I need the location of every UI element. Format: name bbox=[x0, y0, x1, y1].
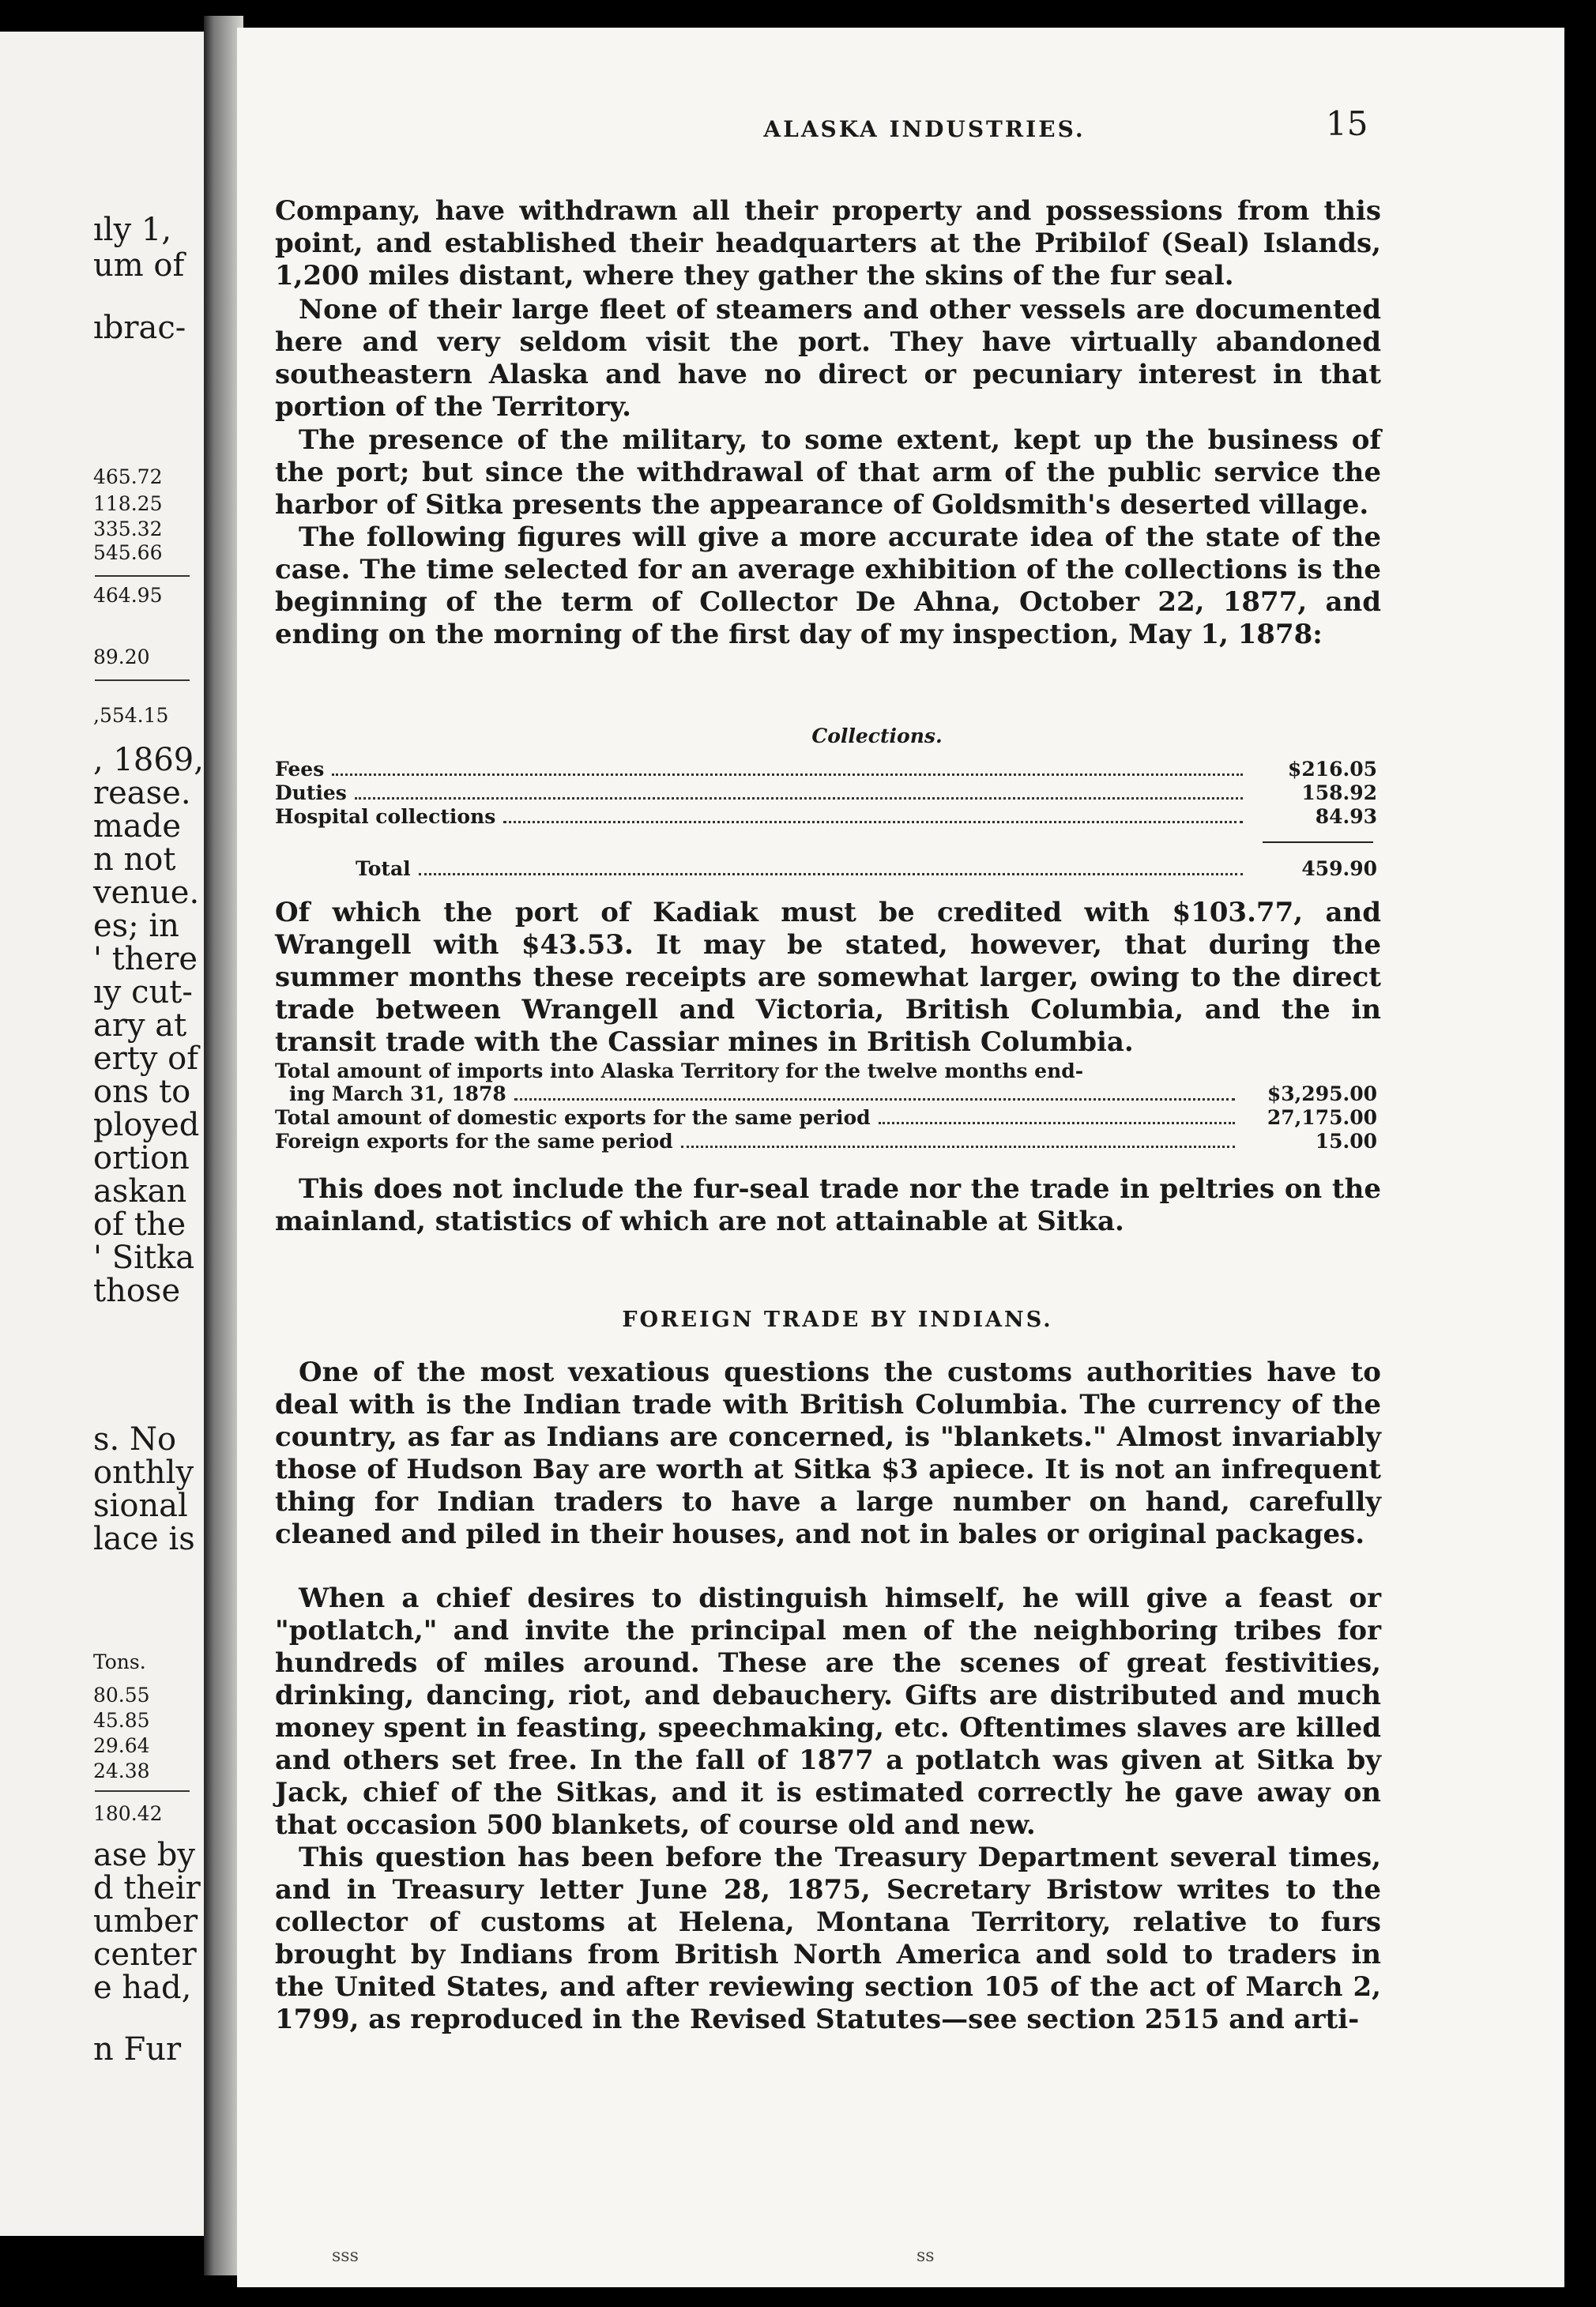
leader-dots bbox=[503, 821, 1243, 823]
foreign-exports-row bbox=[275, 1130, 1377, 1153]
left-fragment: onthly bbox=[93, 1455, 194, 1491]
left-fragment: ase by bbox=[93, 1837, 195, 1873]
collection-amount: 84.93 bbox=[1315, 805, 1377, 828]
leader-dots bbox=[681, 1146, 1235, 1148]
paragraph: One of the most vexatious questions the customs authorities have to deal with is the Indian trade with British Columbia. The currency of the country, as far as Indians are concerned, is "blankets." Almost invariably those of Hudson Bay are worth at Sitka $3 apiece. It is not an infrequent thing for Indian traders to have a large number on hand, carefully cleaned and piled in their houses, and not in bales or original packages. bbox=[275, 1357, 1381, 1550]
paragraph: The following figures will give a more accurate idea of the state of the case. The time selected for an average exhibition of the collections is the beginning of the term of Collector De Ahna, October 22, 1877, and ending on the morning of the first day of my inspection, May 1, 1878: bbox=[275, 521, 1381, 650]
left-fragment: um of bbox=[93, 247, 185, 284]
imports-amount: $3,295.00 bbox=[1267, 1082, 1377, 1105]
collection-row bbox=[275, 758, 1377, 781]
left-fragment: sional bbox=[93, 1488, 188, 1524]
left-fragment: d their bbox=[93, 1870, 201, 1906]
paragraph: This question has been before the Treasury Department several times, and in Treasury letter June 28, 1875, Secretary Bristow writes to the collector of customs at Helena, Montana Territory, relative to furs brought by Indians from British North America and sold to traders in the United States, and after reviewing section 105 of the act of March 2, 1799, as reproduced in the Revised Statutes—see section 2515 and arti- bbox=[275, 1842, 1381, 2035]
left-fragment: umber bbox=[93, 1903, 198, 1940]
leader-dots bbox=[419, 873, 1243, 875]
exports-row bbox=[275, 1106, 1377, 1129]
left-fragment: ,554.15 bbox=[93, 704, 169, 727]
imports-row bbox=[289, 1082, 1377, 1105]
left-fragment: n not bbox=[93, 841, 176, 878]
paragraph: Company, have withdrawn all their property and possessions from this point, and established their headquarters at the Pribilof (Seal) Islands, 1,200 miles distant, where they gather the skins of the fur seal. bbox=[275, 195, 1381, 292]
leader-dots bbox=[879, 1122, 1235, 1124]
left-fragment: ' there bbox=[93, 941, 198, 977]
left-fragment: askan bbox=[93, 1173, 187, 1210]
collection-total-row bbox=[356, 857, 1377, 880]
left-fragment: s. No bbox=[93, 1421, 177, 1458]
page-number: 15 bbox=[1326, 104, 1368, 143]
left-fragment: venue. bbox=[93, 875, 200, 911]
left-fragment: ary at bbox=[93, 1007, 187, 1044]
left-fragment: Tons. bbox=[93, 1650, 146, 1673]
left-fragment: ployed bbox=[93, 1107, 200, 1143]
paragraph: None of their large fleet of steamers and other vessels are documented here and very seldom visit the port. They have virtually abandoned southeastern Alaska and have no direct or pecuniary interest in that portion of the Territory. bbox=[275, 294, 1381, 423]
collection-label: Fees bbox=[275, 758, 325, 781]
left-fragment: ıy cut- bbox=[93, 974, 193, 1010]
paragraph: This does not include the fur-seal trade nor the trade in peltries on the mainland, statistics of which are not attainable at Sitka. bbox=[275, 1173, 1381, 1237]
left-fragment: 80.55 bbox=[93, 1684, 150, 1707]
collection-label: Hospital collections bbox=[275, 805, 496, 828]
left-fragment: of the bbox=[93, 1206, 186, 1243]
left-fragment: 89.20 bbox=[93, 645, 150, 668]
left-fragment: ıly 1, bbox=[93, 212, 172, 248]
total-amount: 459.90 bbox=[1301, 857, 1377, 880]
leader-dots bbox=[514, 1098, 1235, 1101]
left-rule bbox=[95, 679, 190, 681]
left-fragment: 335.32 bbox=[93, 517, 163, 540]
left-fragment: 180.42 bbox=[93, 1802, 163, 1825]
foreign-exports-label: Foreign exports for the same period bbox=[275, 1130, 673, 1153]
sum-rule bbox=[1263, 841, 1373, 843]
left-fragment: 465.72 bbox=[93, 465, 163, 488]
collection-amount: $216.05 bbox=[1287, 758, 1377, 781]
imports-line: Total amount of imports into Alaska Territory for the twelve months end- bbox=[275, 1059, 1084, 1082]
left-page-fragment bbox=[0, 32, 204, 2236]
left-fragment: 45.85 bbox=[93, 1709, 150, 1732]
left-fragment: 118.25 bbox=[93, 492, 163, 515]
paragraph: Of which the port of Kadiak must be credited with $103.77, and Wrangell with $43.53. It may be stated, however, that during the summer months these receipts are somewhat larger, owing to the direct trade between Wrangell and Victoria, British Columbia, and the in transit trade with the Cassiar mines in British Columbia. bbox=[275, 897, 1381, 1058]
section-heading: FOREIGN TRADE BY INDIANS. bbox=[622, 1308, 1053, 1332]
collection-label: Duties bbox=[275, 781, 347, 804]
collection-row bbox=[275, 805, 1377, 828]
total-label: Total bbox=[356, 857, 411, 880]
collection-amount: 158.92 bbox=[1301, 781, 1377, 804]
left-fragment: made bbox=[93, 808, 182, 845]
foreign-exports-amount: 15.00 bbox=[1315, 1130, 1377, 1153]
left-fragment: ' Sitka bbox=[93, 1240, 195, 1276]
collection-row bbox=[275, 781, 1377, 804]
left-fragment: n Fur bbox=[93, 2031, 182, 2068]
imports-label: ing March 31, 1878 bbox=[289, 1082, 506, 1105]
leader-dots bbox=[332, 773, 1243, 776]
scan-mark: sss bbox=[332, 2246, 359, 2266]
left-fragment: those bbox=[93, 1273, 181, 1309]
left-fragment: ıbrac- bbox=[93, 310, 186, 346]
left-fragment: rease. bbox=[93, 775, 191, 811]
left-fragment: lace is bbox=[93, 1521, 195, 1557]
main-page bbox=[237, 28, 1564, 2287]
left-fragment: 464.95 bbox=[93, 584, 163, 607]
left-fragment: center bbox=[93, 1936, 197, 1973]
exports-label: Total amount of domestic exports for the same period bbox=[275, 1106, 871, 1129]
left-fragment: ons to bbox=[93, 1074, 191, 1110]
left-fragment: es; in bbox=[93, 908, 179, 944]
leader-dots bbox=[355, 797, 1243, 800]
scan-mark: ss bbox=[917, 2246, 935, 2266]
left-fragment: e had, bbox=[93, 1970, 192, 2006]
left-fragment: ortion bbox=[93, 1140, 190, 1176]
left-fragment: 24.38 bbox=[93, 1759, 150, 1782]
left-fragment: , 1869, bbox=[93, 742, 204, 778]
left-rule bbox=[95, 1790, 190, 1792]
collections-caption: Collections. bbox=[811, 724, 943, 747]
left-fragment: 29.64 bbox=[93, 1734, 150, 1757]
running-title: ALASKA INDUSTRIES. bbox=[763, 116, 1086, 142]
exports-amount: 27,175.00 bbox=[1267, 1106, 1377, 1129]
paragraph: When a chief desires to distinguish himself, he will give a feast or "potlatch," and invite the principal men of the neighboring tribes for hundreds of miles around. These are the scenes of great festivities, drinking, dancing, riot, and debauchery. Gifts are distributed and much money spent in feasting, speechmaking, etc. Oftentimes slaves are killed and others set free. In the fall of 1877 a potlatch was given at Sitka by Jack, chief of the Sitkas, and it is estimated correctly he gave away on that occasion 500 blankets, of course old and new. bbox=[275, 1583, 1381, 1841]
left-fragment: 545.66 bbox=[93, 541, 163, 564]
left-fragment: erty of bbox=[93, 1041, 199, 1077]
paragraph: The presence of the military, to some extent, kept up the business of the port; but since the withdrawal of that arm of the public service the harbor of Sitka presents the appearance of Goldsmith's deserted village. bbox=[275, 424, 1381, 521]
